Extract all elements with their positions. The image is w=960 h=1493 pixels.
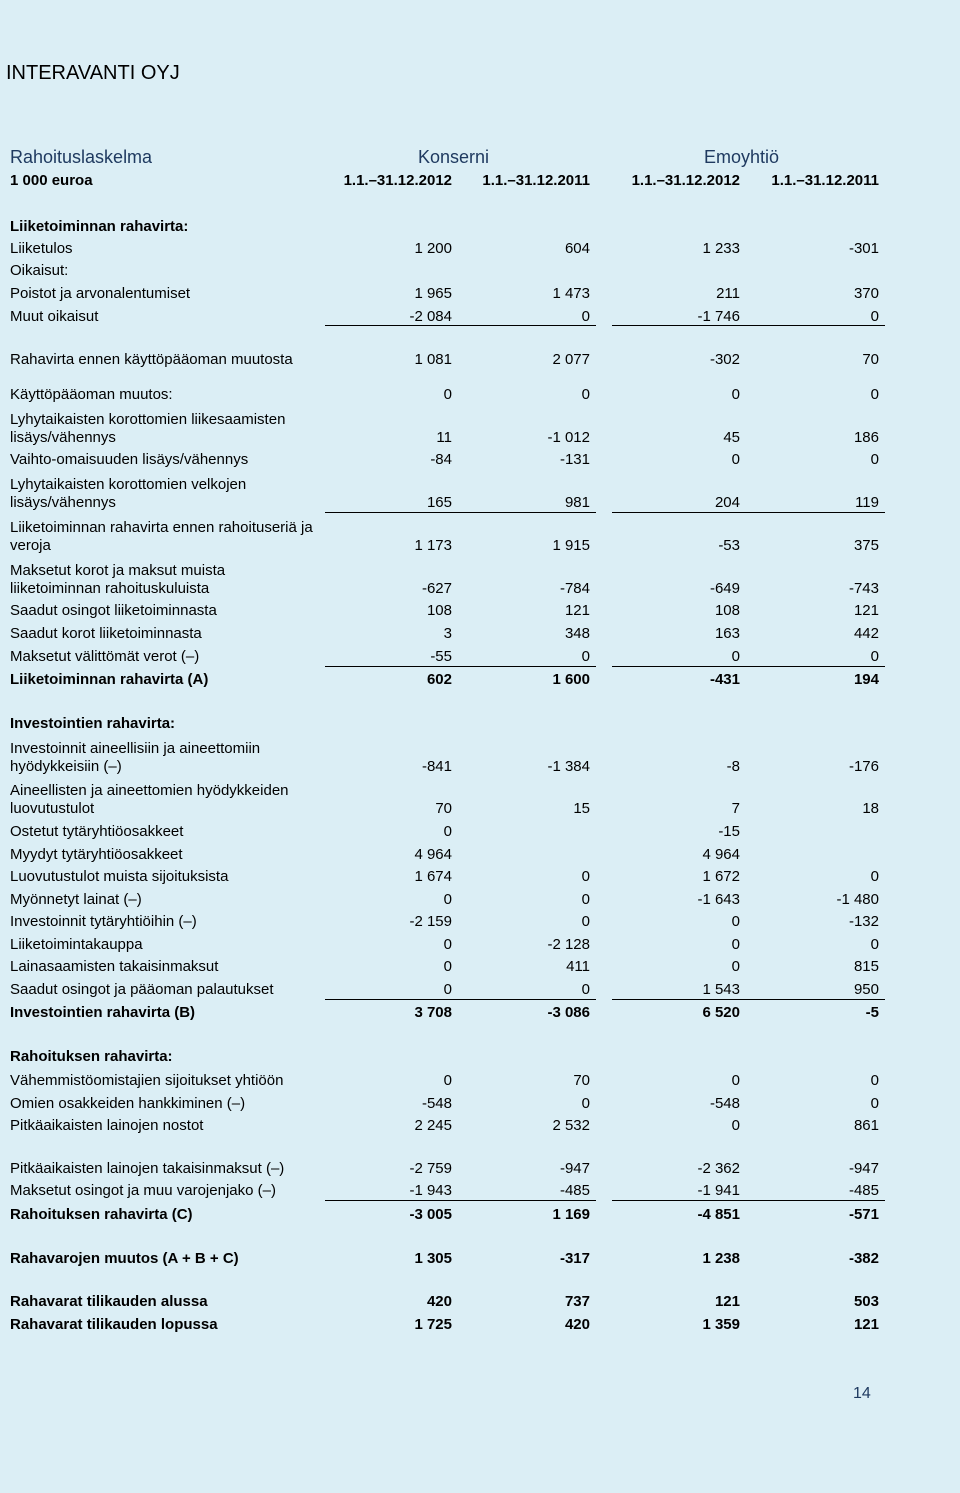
row-value-col-4: 442 bbox=[853, 625, 879, 642]
period-col-3: 1.1.–31.12.2012 bbox=[631, 172, 740, 189]
row-value-col-2: 411 bbox=[566, 958, 590, 975]
row-value-col-2: 0 bbox=[581, 1095, 590, 1112]
row-label: Käyttöpääoman muutos: bbox=[10, 386, 173, 403]
row-value-col-2: 121 bbox=[564, 602, 590, 619]
row-value-col-3: 0 bbox=[731, 913, 740, 930]
row-value-col-1: 420 bbox=[426, 1293, 452, 1310]
row-value-col-1: 0 bbox=[443, 936, 452, 953]
row-value-col-2: -3 086 bbox=[547, 1004, 590, 1021]
row-value-col-4: 18 bbox=[862, 800, 879, 817]
row-value-col-2: 0 bbox=[581, 386, 590, 403]
table-row bbox=[10, 1294, 890, 1334]
row-value-col-4: 186 bbox=[853, 429, 879, 446]
row-value-col-2: 1 915 bbox=[552, 537, 590, 554]
row-value-col-2: -485 bbox=[559, 1182, 590, 1199]
row-value-col-1: 0 bbox=[443, 1072, 452, 1089]
row-label: Vähemmistöomistajien sijoitukset yhtiöön bbox=[10, 1072, 284, 1089]
rule bbox=[612, 666, 885, 667]
rule bbox=[612, 325, 885, 326]
row-value-col-2: 15 bbox=[573, 800, 590, 817]
row-value-col-4: -743 bbox=[848, 580, 879, 597]
row-label: Saadut osingot liiketoiminnasta bbox=[10, 602, 217, 619]
rule bbox=[612, 1200, 885, 1201]
row-value-col-1: 11 bbox=[436, 429, 452, 446]
row-label: Rahoituksen rahavirta (C) bbox=[10, 1206, 193, 1223]
row-label: Muut oikaisut bbox=[10, 308, 99, 325]
row-value-col-3: 0 bbox=[731, 936, 740, 953]
row-value-col-3: 108 bbox=[714, 602, 740, 619]
row-value-col-2: 0 bbox=[581, 868, 590, 885]
row-value-col-3: 6 520 bbox=[702, 1004, 740, 1021]
row-value-col-4: -571 bbox=[848, 1206, 879, 1223]
row-value-col-3: 0 bbox=[731, 1072, 740, 1089]
row-value-col-2: 70 bbox=[573, 1072, 590, 1089]
table-row bbox=[10, 364, 890, 404]
row-value-col-1: -55 bbox=[430, 648, 452, 665]
row-label: Ostetut tytäryhtiöosakkeet bbox=[10, 823, 184, 840]
rule bbox=[325, 1200, 596, 1201]
row-value-col-3: -431 bbox=[709, 671, 740, 688]
row-value-col-3: 7 bbox=[731, 800, 740, 817]
row-label: Oikaisut: bbox=[10, 262, 69, 279]
rule bbox=[325, 999, 596, 1000]
statement-title: Rahoituslaskelma bbox=[10, 147, 153, 167]
row-value-col-4: -485 bbox=[848, 1182, 879, 1199]
row-value-col-3: -649 bbox=[709, 580, 740, 597]
row-value-col-1: 3 bbox=[443, 625, 452, 642]
row-label: Maksetut osingot ja muu varojenjako (–) bbox=[10, 1182, 276, 1199]
table-row bbox=[10, 472, 890, 512]
row-value-col-1: 602 bbox=[426, 671, 452, 688]
row-value-col-2: 0 bbox=[581, 981, 590, 998]
rule bbox=[325, 666, 596, 667]
row-value-col-2: -947 bbox=[559, 1160, 590, 1177]
row-label: Liiketoiminnan rahavirta (A) bbox=[10, 671, 209, 688]
table-row bbox=[10, 286, 890, 326]
row-label: Maksetut välittömät verot (–) bbox=[10, 648, 200, 665]
row-value-col-3: 0 bbox=[731, 386, 740, 403]
row-value-col-1: 0 bbox=[443, 958, 452, 975]
row-value-col-4: 0 bbox=[870, 386, 879, 403]
row-value-col-2: 0 bbox=[581, 891, 590, 908]
row-value-col-2: 0 bbox=[581, 913, 590, 930]
row-value-col-3: -2 362 bbox=[697, 1160, 740, 1177]
table-row bbox=[10, 649, 890, 689]
row-label: Liiketoiminnan rahavirta ennen rahoituseriä ja veroja bbox=[10, 519, 313, 554]
company-name: INTERAVANTI OYJ bbox=[6, 62, 180, 84]
row-value-col-3: 0 bbox=[731, 451, 740, 468]
row-value-col-2: -131 bbox=[559, 451, 590, 468]
row-value-col-3: -1 746 bbox=[697, 308, 740, 325]
statement-header bbox=[10, 147, 890, 169]
row-value-col-3: -1 941 bbox=[697, 1182, 740, 1199]
row-value-col-3: -53 bbox=[718, 537, 740, 554]
row-value-col-4: 121 bbox=[853, 602, 879, 619]
row-value-col-2: -317 bbox=[559, 1250, 590, 1267]
row-label: Lainasaamisten takaisinmaksut bbox=[10, 958, 219, 975]
row-value-col-2: -2 128 bbox=[547, 936, 590, 953]
row-value-col-3: 45 bbox=[723, 429, 740, 446]
row-label: Saadut korot liiketoiminnasta bbox=[10, 625, 202, 642]
row-value-col-4: 0 bbox=[870, 1095, 879, 1112]
row-label: Investoinnit tytäryhtiöihin (–) bbox=[10, 913, 197, 930]
rule bbox=[325, 325, 596, 326]
row-label: Saadut osingot ja pääoman palautukset bbox=[10, 981, 274, 998]
row-label: Lyhytaikaisten korottomien liikesaamisten lisäys/vähennys bbox=[10, 411, 286, 446]
row-value-col-2: -1 384 bbox=[547, 758, 590, 775]
row-value-col-3: 163 bbox=[714, 625, 740, 642]
row-value-col-1: 0 bbox=[443, 386, 452, 403]
page-number: 14 bbox=[853, 1385, 871, 1402]
row-value-col-4: -176 bbox=[848, 758, 879, 775]
row-value-col-1: 165 bbox=[426, 494, 452, 511]
row-label: Myydyt tytäryhtiöosakkeet bbox=[10, 846, 183, 863]
row-value-col-2: 420 bbox=[564, 1316, 590, 1333]
row-value-col-2: 0 bbox=[581, 308, 590, 325]
rule bbox=[612, 512, 885, 513]
row-value-col-2: 348 bbox=[564, 625, 590, 642]
row-value-col-1: 1 305 bbox=[414, 1250, 452, 1267]
row-value-col-3: 0 bbox=[731, 648, 740, 665]
row-label: Liiketoimintakauppa bbox=[10, 936, 143, 953]
row-label: Liiketulos bbox=[10, 240, 73, 257]
row-value-col-2: 1 600 bbox=[552, 671, 590, 688]
row-value-col-1: 1 725 bbox=[414, 1316, 452, 1333]
row-value-col-2: 1 169 bbox=[552, 1206, 590, 1223]
row-value-col-3: 1 238 bbox=[702, 1250, 740, 1267]
unit-label: 1 000 euroa bbox=[10, 172, 93, 189]
table-row bbox=[10, 1095, 890, 1135]
row-value-col-1: -2 759 bbox=[409, 1160, 452, 1177]
period-col-1: 1.1.–31.12.2012 bbox=[343, 172, 452, 189]
row-label: Luovutustulot muista sijoituksista bbox=[10, 868, 229, 885]
row-value-col-1: -548 bbox=[421, 1095, 452, 1112]
table-row bbox=[10, 736, 890, 776]
rule bbox=[612, 999, 885, 1000]
row-label: Lyhytaikaisten korottomien velkojen lisäys/vähennys bbox=[10, 476, 247, 511]
section-operating: Liiketoiminnan rahavirta: bbox=[10, 218, 189, 235]
row-value-col-3: -1 643 bbox=[697, 891, 740, 908]
rule bbox=[325, 512, 596, 513]
row-value-col-1: 2 245 bbox=[414, 1117, 452, 1134]
section-financing: Rahoituksen rahavirta: bbox=[10, 1048, 173, 1065]
row-value-col-2: -1 012 bbox=[547, 429, 590, 446]
row-value-col-1: 0 bbox=[443, 823, 452, 840]
row-value-col-4: 950 bbox=[853, 981, 879, 998]
row-value-col-4: 861 bbox=[853, 1117, 879, 1134]
row-label: Pitkäaikaisten lainojen takaisinmaksut (–) bbox=[10, 1160, 285, 1177]
row-value-col-4: 70 bbox=[862, 351, 879, 368]
row-value-col-4: -301 bbox=[848, 240, 879, 257]
section-investing: Investointien rahavirta: bbox=[10, 715, 176, 732]
row-value-col-4: 0 bbox=[870, 308, 879, 325]
row-value-col-4: 815 bbox=[853, 958, 879, 975]
table-row bbox=[10, 429, 890, 469]
row-label: Maksetut korot ja maksut muista liiketoiminnan rahoituskuluista bbox=[10, 562, 226, 597]
row-label: Poistot ja arvonalentumiset bbox=[10, 285, 191, 302]
row-value-col-1: 1 200 bbox=[414, 240, 452, 257]
period-col-4: 1.1.–31.12.2011 bbox=[771, 172, 879, 189]
row-value-col-2: 2 077 bbox=[552, 351, 590, 368]
row-value-col-3: 0 bbox=[731, 958, 740, 975]
row-value-col-4: 0 bbox=[870, 451, 879, 468]
period-col-2: 1.1.–31.12.2011 bbox=[482, 172, 590, 189]
row-value-col-3: 1 359 bbox=[702, 1316, 740, 1333]
table-row bbox=[10, 982, 890, 1022]
row-value-col-4: 0 bbox=[870, 648, 879, 665]
table-row bbox=[10, 1228, 890, 1268]
table-row bbox=[10, 515, 890, 555]
row-value-col-1: 1 173 bbox=[414, 537, 452, 554]
row-value-col-1: -1 943 bbox=[409, 1182, 452, 1199]
row-value-col-3: -548 bbox=[709, 1095, 740, 1112]
row-value-col-4: 0 bbox=[870, 936, 879, 953]
row-label: Myönnetyt lainat (–) bbox=[10, 891, 142, 908]
period-header bbox=[10, 172, 890, 190]
row-value-col-1: 4 964 bbox=[414, 846, 452, 863]
row-value-col-3: 0 bbox=[731, 1117, 740, 1134]
row-label: Pitkäaikaisten lainojen nostot bbox=[10, 1117, 204, 1134]
row-value-col-2: 737 bbox=[564, 1293, 590, 1310]
row-value-col-2: 1 473 bbox=[552, 285, 590, 302]
row-value-col-4: -1 480 bbox=[836, 891, 879, 908]
row-value-col-4: 0 bbox=[870, 868, 879, 885]
row-value-col-3: -8 bbox=[726, 758, 740, 775]
row-value-col-3: 1 233 bbox=[702, 240, 740, 257]
row-value-col-1: 1 081 bbox=[414, 351, 452, 368]
row-value-col-4: 375 bbox=[853, 537, 879, 554]
row-value-col-4: -947 bbox=[848, 1160, 879, 1177]
row-value-col-3: -4 851 bbox=[697, 1206, 740, 1223]
row-value-col-3: -15 bbox=[718, 823, 740, 840]
row-value-col-4: -132 bbox=[848, 913, 879, 930]
row-value-col-1: -84 bbox=[430, 451, 452, 468]
row-label: Rahavarat tilikauden alussa bbox=[10, 1293, 208, 1310]
row-value-col-2: 2 532 bbox=[552, 1117, 590, 1134]
row-value-col-1: 0 bbox=[443, 891, 452, 908]
row-label: Rahavarat tilikauden lopussa bbox=[10, 1316, 218, 1333]
row-label: Investoinnit aineellisiin ja aineettomiin hyödykkeisiin (–) bbox=[10, 740, 261, 775]
row-value-col-2: -784 bbox=[559, 580, 590, 597]
row-label: Vaihto-omaisuuden lisäys/vähennys bbox=[10, 451, 249, 468]
row-value-col-1: 108 bbox=[426, 602, 452, 619]
row-label: Investointien rahavirta (B) bbox=[10, 1004, 196, 1021]
row-value-col-2: 981 bbox=[564, 494, 590, 511]
row-value-col-1: -627 bbox=[421, 580, 452, 597]
row-value-col-1: 0 bbox=[443, 981, 452, 998]
row-value-col-2: 604 bbox=[564, 240, 590, 257]
row-value-col-3: -302 bbox=[709, 351, 740, 368]
row-value-col-4: 121 bbox=[853, 1316, 879, 1333]
row-value-col-1: 3 708 bbox=[414, 1004, 452, 1021]
row-value-col-4: 0 bbox=[870, 1072, 879, 1089]
row-label: Rahavarojen muutos (A + B + C) bbox=[10, 1250, 239, 1267]
table-row bbox=[10, 329, 890, 369]
row-value-col-3: 204 bbox=[714, 494, 740, 511]
row-value-col-3: 211 bbox=[716, 285, 740, 302]
row-value-col-4: -5 bbox=[865, 1004, 879, 1021]
row-value-col-1: -841 bbox=[421, 758, 452, 775]
row-label: Rahavirta ennen käyttöpääoman muutosta bbox=[10, 351, 293, 368]
row-label: Aineellisten ja aineettomien hyödykkeiden luovutustulot bbox=[10, 782, 289, 817]
row-value-col-4: 194 bbox=[853, 671, 879, 688]
row-value-col-3: 121 bbox=[714, 1293, 740, 1310]
row-value-col-4: 503 bbox=[853, 1293, 879, 1310]
row-value-col-4: 370 bbox=[853, 285, 879, 302]
row-value-col-4: 119 bbox=[855, 494, 879, 511]
row-value-col-1: -2 159 bbox=[409, 913, 452, 930]
row-value-col-1: 70 bbox=[435, 800, 452, 817]
emoyhtio-header: Emoyhtiö bbox=[704, 147, 780, 167]
row-value-col-1: -2 084 bbox=[409, 308, 452, 325]
row-value-col-3: 4 964 bbox=[702, 846, 740, 863]
row-value-col-3: 1 543 bbox=[702, 981, 740, 998]
konserni-header: Konserni bbox=[418, 147, 490, 167]
row-value-col-1: 1 965 bbox=[414, 285, 452, 302]
row-value-col-2: 0 bbox=[581, 648, 590, 665]
table-row bbox=[10, 1184, 890, 1224]
row-value-col-3: 1 672 bbox=[702, 868, 740, 885]
row-value-col-4: -382 bbox=[848, 1250, 879, 1267]
row-value-col-1: -3 005 bbox=[409, 1206, 452, 1223]
row-label: Omien osakkeiden hankkiminen (–) bbox=[10, 1095, 246, 1112]
row-value-col-1: 1 674 bbox=[414, 868, 452, 885]
